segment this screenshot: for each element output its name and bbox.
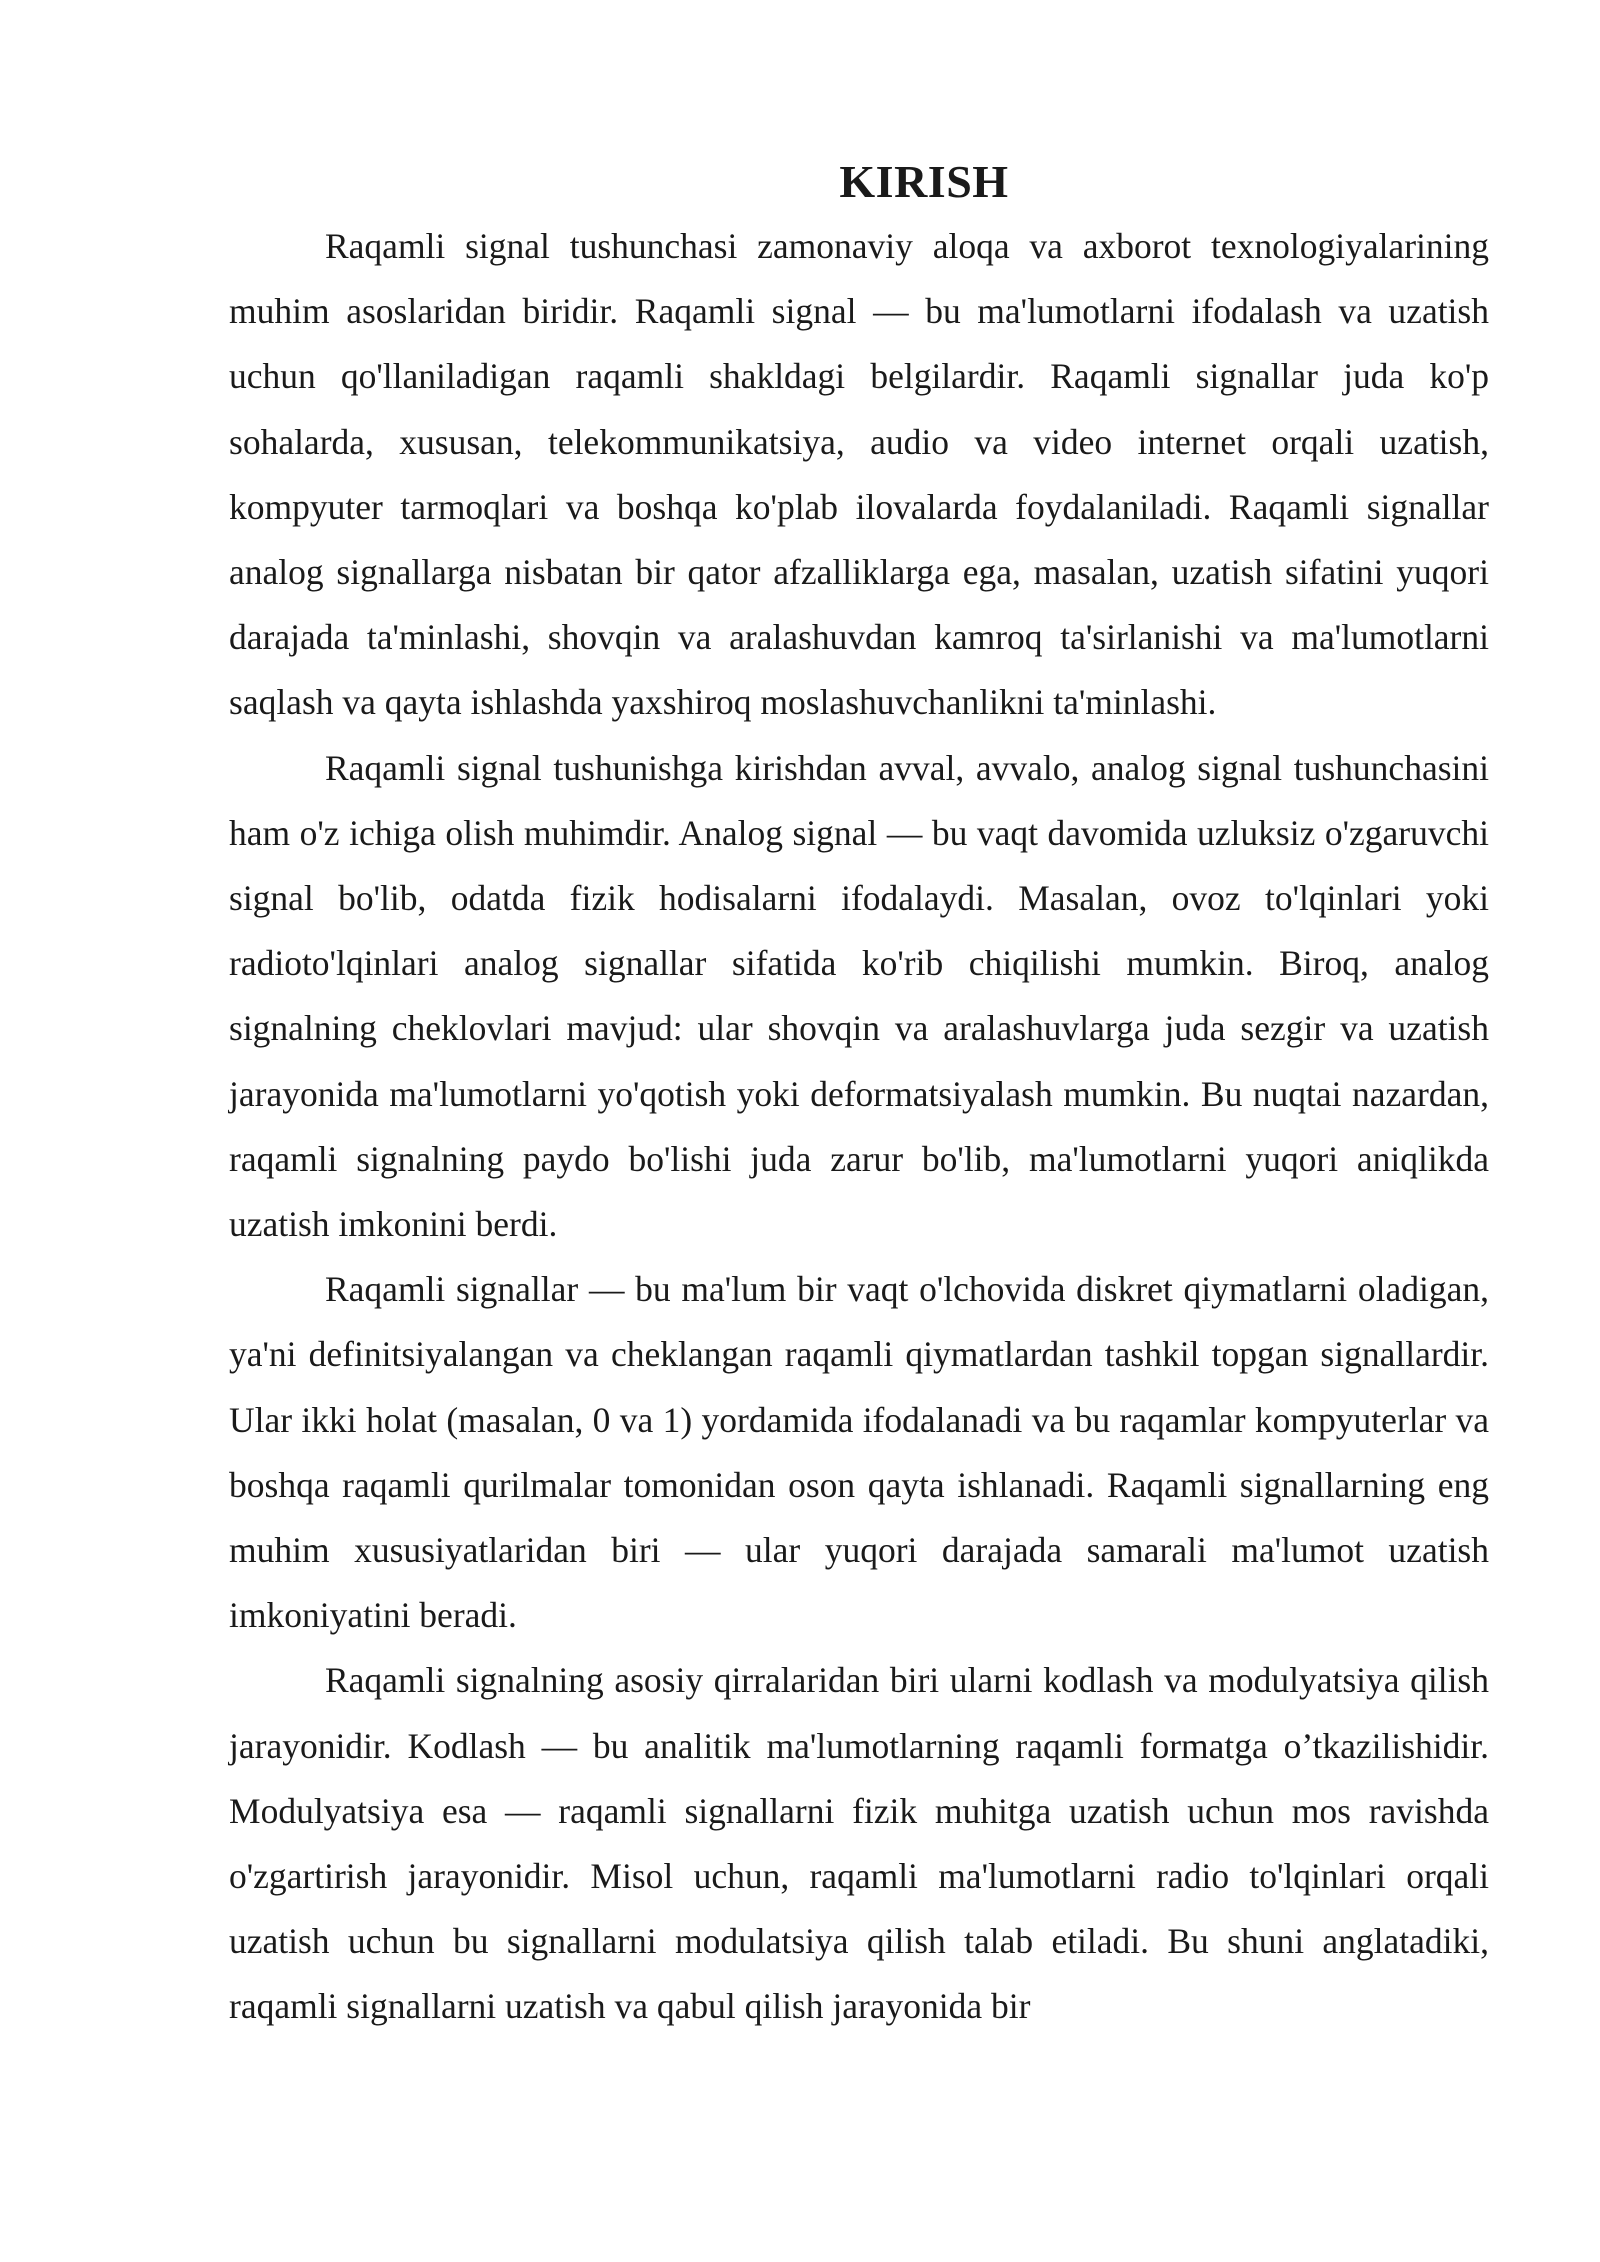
paragraph-2: Raqamli signal tushunishga kirishdan avval, avvalo, analog signal tushunchasini ham o'z ichiga olish muhimdir. Analog signal — bu vaqt davomida uzluksiz o'zgaruvchi signal bo'lib, odatda fizik hodisalarni ifodalaydi. Masalan, ovoz to'lqinlari yoki radioto'lqinlari analog signallar sifatida ko'rib chiqilishi mumkin. Biroq, analog signalning cheklovlari mavjud: ular shovqin va aralashuvlarga juda sezgir va uzatish jarayonida ma'lumotlarni yo'qotish yoki deformatsiyalash mumkin. Bu nuqtai nazardan, raqamli signalning paydo bo'lishi juda zarur bo'lib, ma'lumotlarni yuqori aniqlikda uzatish imkonini berdi.	[229, 747, 1489, 1245]
paragraph-1: Raqamli signal tushunchasi zamonaviy aloqa va axborot texnologiyalarining muhim asoslaridan biridir. Raqamli signal — bu ma'lumotlarni ifodalash va uzatish uchun qo'llaniladigan raqamli shakldagi belgilardir. Raqamli signallar juda ko'p sohalarda, xususan, telekommunikatsiya, audio va video internet orqali uzatish, kompyuter tarmoqlari va boshqa ko'plab ilovalarda foydalaniladi. Raqamli signallar analog signallarga nisbatan bir qator afzalliklarga ega, masalan, uzatish sifatini yuqori darajada ta'minlashi, shovqin va aralashuvdan kamroq ta'sirlanishi va ma'lumotlarni saqlash va qayta ishlashda yaxshiroq moslashuvchanlikni ta'minlashi.	[229, 226, 1489, 723]
page-title: KIRISH	[839, 156, 1009, 207]
document-body	[229, 150, 1489, 2040]
paragraph-4: Raqamli signalning asosiy qirralaridan biri ularni kodlash va modulyatsiya qilish jarayonidir. Kodlash — bu analitik ma'lumotlarning raqamli formatga o’tkazilishidir. Modulyatsiya esa — raqamli signallarni fizik muhitga uzatish uchun mos ravishda o'zgartirish jarayonidir. Misol uchun, raqamli ma'lumotlarni radio to'lqinlari orqali uzatish uchun bu signallarni modulatsiya qilish talab etiladi. Bu shuni anglatadiki, raqamli signallarni uzatish va qabul qilish jarayonida bir	[229, 1660, 1489, 2027]
paragraph-3: Raqamli signallar — bu ma'lum bir vaqt o'lchovida diskret qiymatlarni oladigan, ya'ni definitsiyalangan va cheklangan raqamli qiymatlardan tashkil topgan signallardir. Ular ikki holat (masalan, 0 va 1) yordamida ifodalanadi va bu raqamlar kompyuterlar va boshqa raqamli qurilmalar tomonidan oson qayta ishlanadi. Raqamli signallarning eng muhim xususiyatlaridan biri — ular yuqori darajada samarali ma'lumot uzatish imkoniyatini beradi.	[229, 1269, 1489, 1636]
